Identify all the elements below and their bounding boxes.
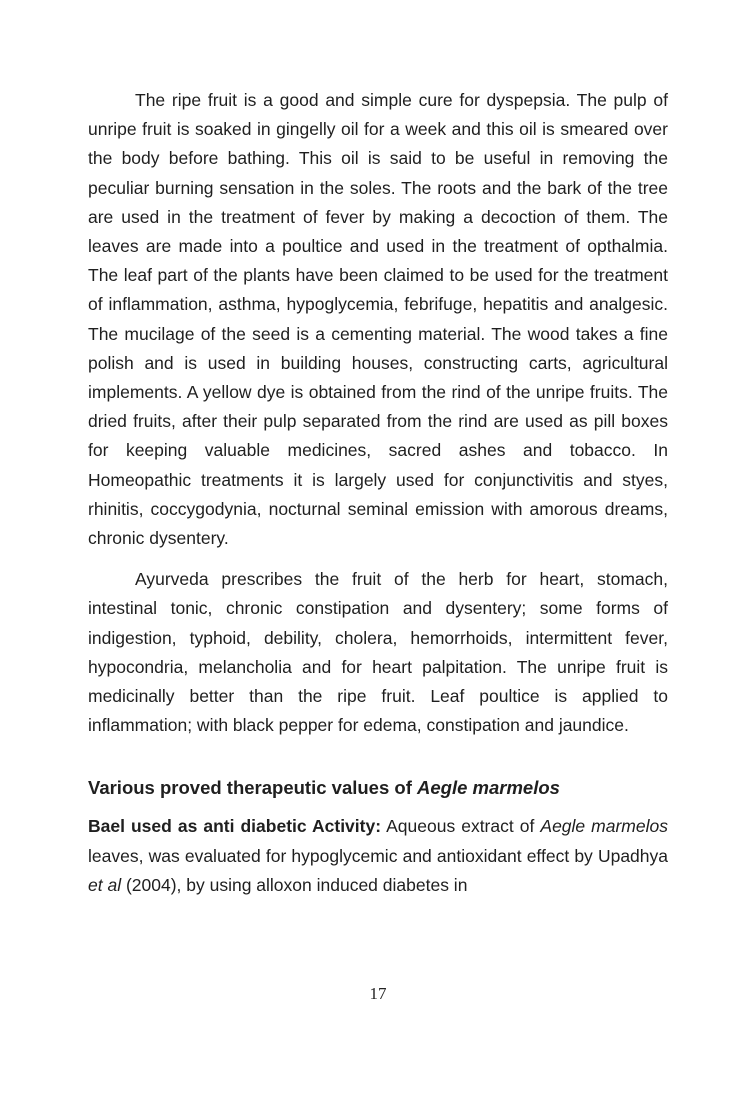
page-number: 17	[369, 984, 387, 1003]
section-heading	[88, 774, 668, 802]
antidiabetic-et-al: et al	[88, 874, 122, 895]
paragraph-uses: The ripe fruit is a good and simple cure for dyspepsia. The pulp of unripe fruit is soaked in gingelly oil for a week and this oil is smeared over the body before bathing. This oil is said to be useful in removing the peculiar burning sensation in the soles. The roots and the bark of the tree are used in the treatment of fever by making a decoction of them. The leaves are made into a poultice and used in the treatment of opthalmia. The leaf part of the plants have been claimed to be used for the treatment of inflammation, asthma, hypoglycemia, febrifuge, hepatitis and analgesic. The mucilage of the seed is a cementing material. The wood takes a fine polish and is used in building houses, constructing carts, agricultural implements. A yellow dye is obtained from the rind of the unripe fruits. The dried fruits, after their pulp separated from the rind are used as pill boxes for keeping valuable medicines, sacred ashes and tobacco. In Homeopathic treatments it is largely used for conjunctivitis and styes, rhinitis, coccygodynia, nocturnal seminal emission with amorous dreams, chronic dysentery.	[88, 90, 668, 549]
heading-prefix: Various proved therapeutic values of	[88, 777, 417, 799]
page-content	[88, 86, 668, 900]
paragraph-ayurveda: Ayurveda prescribes the fruit of the herb for heart, stomach, intestinal tonic, chronic constipation and dysentery; some forms of indigestion, typhoid, debility, cholera, hemorrhoids, intermittent fever, hypocondria, melancholia and for heart palpitation. The unripe fruit is medicinally better than the ripe fruit. Leaf poultice is applied to inflammation; with black pepper for edema, constipation and jaundice.	[88, 569, 668, 736]
antidiabetic-label: Bael used as anti diabetic Activity:	[88, 816, 382, 837]
paragraph-antidiabetic	[88, 812, 668, 900]
antidiabetic-text-2: leaves, was evaluated for hypoglycemic and antioxidant effect by Upadhya	[88, 845, 668, 866]
antidiabetic-text-1: Aqueous extract of	[381, 816, 541, 837]
antidiabetic-species: Aegle marmelos	[540, 816, 668, 837]
antidiabetic-text-3: (2004), by using alloxon induced diabetes in	[121, 874, 468, 895]
heading-species: Aegle marmelos	[417, 777, 560, 799]
